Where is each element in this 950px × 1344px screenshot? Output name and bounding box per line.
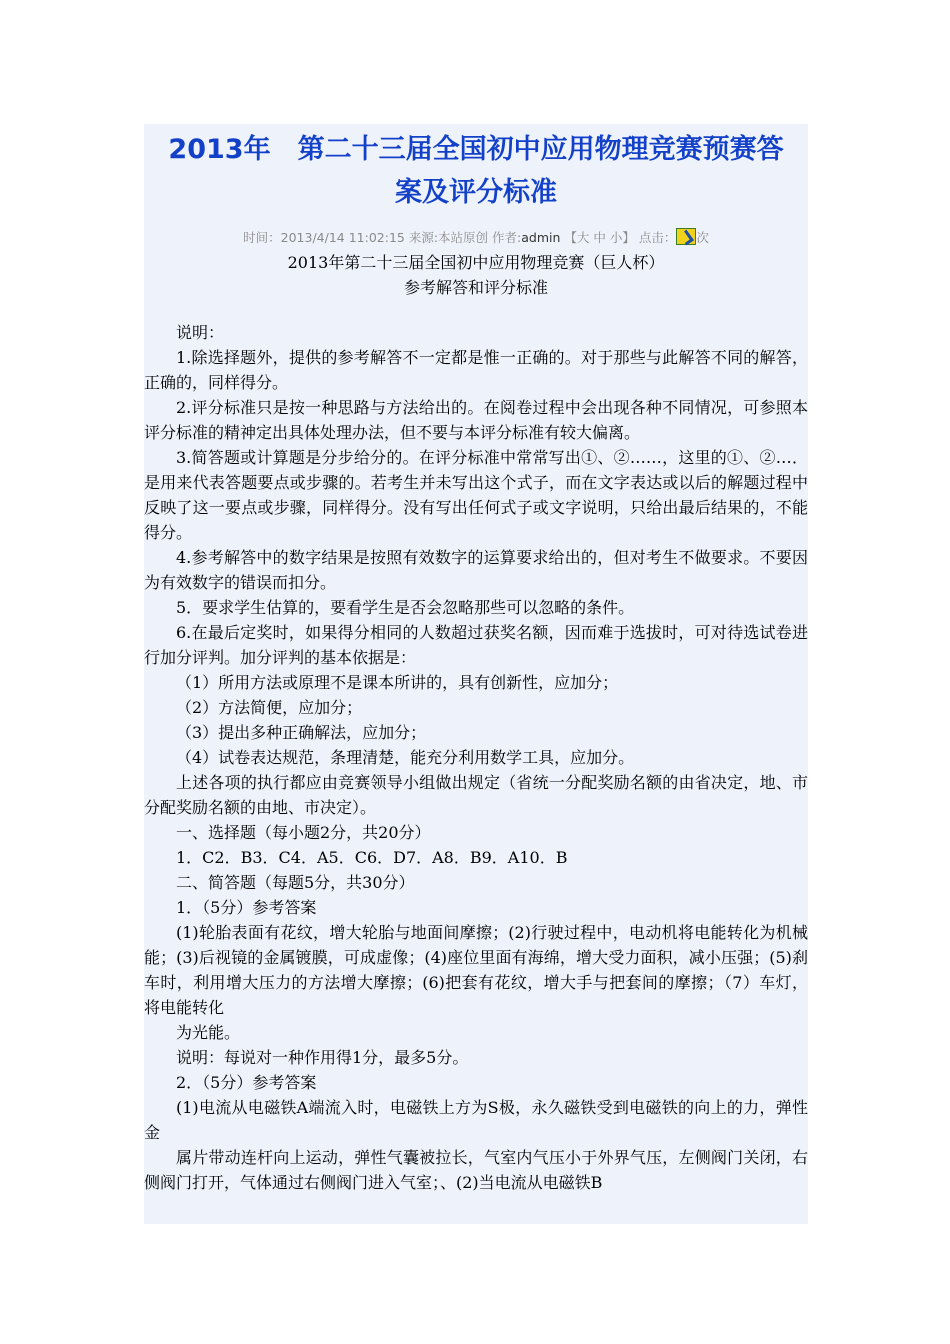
meta-clicks-label: 点击： bbox=[638, 230, 677, 245]
paragraph: （1）所用方法或原理不是课本所讲的，具有创新性，应加分； bbox=[176, 673, 619, 692]
meta-clicks-suffix: 次 bbox=[696, 230, 709, 245]
paragraph: 为光能。 bbox=[176, 1023, 241, 1042]
section-heading: 二、简答题（每题5分，共30分） bbox=[176, 873, 415, 892]
article-title bbox=[144, 128, 808, 214]
article-body bbox=[144, 320, 808, 1195]
paragraph: 说明： bbox=[176, 323, 225, 342]
hit-counter-icon bbox=[676, 228, 696, 245]
paragraph: 2．（5分）参考答案 bbox=[176, 1073, 317, 1092]
paragraph: (1)轮胎表面有花纹，增大轮胎与地面间摩擦；(2)行驶过程中，电动机将电能转化为机械能；(3)后视镜的金属镀膜，可成虚像；(4)座位里面有海绵，增大受力面积，减小压强；(5)刹车时，利用增大压力的方法增大摩擦；(6)把套有花纹，增大手与把套间的摩擦；（7）车灯，将电能转化 bbox=[144, 923, 808, 1017]
paragraph: 说明：每说对一种作用得1分，最多5分。 bbox=[176, 1048, 469, 1067]
meta-info: 时间：2013/4/14 11:02:15 来源:本站原创 作者: bbox=[243, 230, 522, 245]
paragraph: 5．要求学生估算的，要看学生是否会忽略那些可以忽略的条件。 bbox=[176, 598, 635, 617]
paragraph: 3.简答题或计算题是分步给分的。在评分标准中常常写出①、②……，这里的①、②…．是用来代表答题要点或步骤的。若考生并未写出这个式子，而在文字表达或以后的解题过程中反映了这一要点或步骤，同样得分。没有写出任何式子或文字说明，只给出最后结果的，不能得分。 bbox=[144, 448, 808, 542]
title-line-1: 2013年 第二十三届全国初中应用物理竞赛预赛答 bbox=[168, 134, 784, 165]
paragraph: 4.参考解答中的数字结果是按照有效数字的运算要求给出的，但对考生不做要求。不要因为有效数字的错误而扣分。 bbox=[144, 548, 808, 592]
paragraph: 1．C2．B3．C4．A5．C6．D7．A8．B9．A10．B bbox=[176, 848, 568, 867]
font-size-selector[interactable]: 【大 中 小】 bbox=[564, 230, 635, 245]
paragraph: (1)电流从电磁铁A端流入时，电磁铁上方为S极，永久磁铁受到电磁铁的向上的力，弹性金 bbox=[144, 1098, 808, 1142]
paragraph: （2）方法简便，应加分； bbox=[176, 698, 363, 717]
title-line-2: 案及评分标准 bbox=[395, 177, 557, 208]
paragraph: 上述各项的执行都应由竞赛领导小组做出规定（省统一分配奖励名额的由省决定，地、市分配奖励名额的由地、市决定）。 bbox=[144, 773, 808, 817]
paragraph: （4）试卷表达规范，条理清楚，能充分利用数学工具，应加分。 bbox=[176, 748, 635, 767]
subtitle-line-2: 参考解答和评分标准 bbox=[403, 278, 548, 297]
paragraph: 6.在最后定奖时，如果得分相同的人数超过获奖名额，因而难于选拔时，可对待选试卷进行加分评判。加分评判的基本依据是： bbox=[144, 623, 808, 667]
paragraph: 属片带动连杆向上运动，弹性气囊被拉长，气室内气压小于外界气压，左侧阀门关闭，右侧阀门打开，气体通过右侧阀门进入气室；、(2)当电流从电磁铁B bbox=[144, 1148, 808, 1192]
subtitle-line-1: 2013年第二十三届全国初中应用物理竞赛（巨人杯） bbox=[287, 253, 665, 272]
paragraph: 1.除选择题外，提供的参考解答不一定都是惟一正确的。对于那些与此解答不同的解答，正确的，同样得分。 bbox=[144, 348, 808, 392]
paragraph: （3）提出多种正确解法，应加分； bbox=[176, 723, 427, 742]
meta-author: admin bbox=[521, 230, 561, 245]
paragraph: 2.评分标准只是按一种思路与方法给出的。在阅卷过程中会出现各种不同情况，可参照本评分标准的精神定出具体处理办法，但不要与本评分标准有较大偏离。 bbox=[144, 398, 808, 442]
paragraph: 1．（5分）参考答案 bbox=[176, 898, 317, 917]
section-heading: 一、选择题（每小题2分，共20分） bbox=[176, 823, 431, 842]
article-meta bbox=[144, 228, 808, 247]
